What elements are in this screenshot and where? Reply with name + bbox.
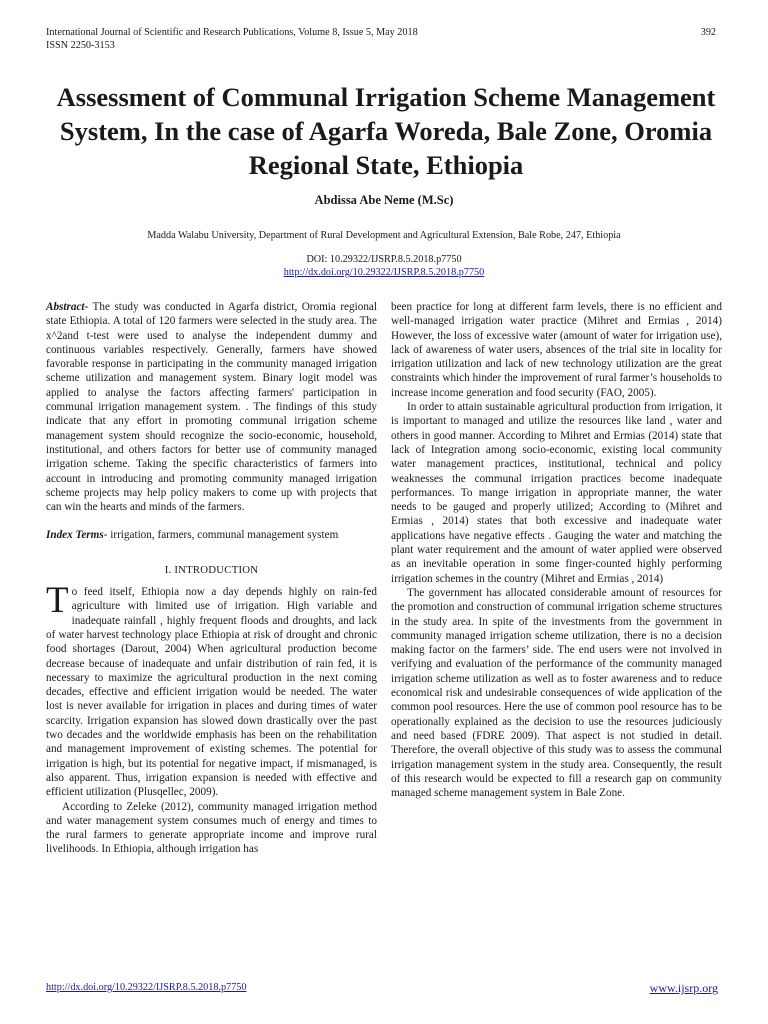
section-heading-introduction: I. INTRODUCTION (164, 563, 259, 576)
index-terms-label: Index Terms (46, 529, 104, 542)
left-column (46, 300, 377, 857)
index-terms-text: - irrigation, farmers, communal management system (103, 529, 339, 542)
right-column (391, 300, 722, 800)
intro-paragraph-1 (46, 580, 377, 799)
issn: ISSN 2250-3153 (46, 40, 115, 51)
doi-block (0, 253, 768, 279)
abstract-text: The study was conducted in Agarfa district, Oromia regional state Ethiopia. A total of 120 farmers were selected in the study area. The x^2and t-test were used to analyse the independent dummy and continuous variables respectively. Generally, farmers have showed favorable response in participating in the community managed irrigation scheme utilization and management system. Binary logit model was applied to analyse the factors affecting farmers' participation in communal irrigation management system. . The findings of this study indicate that any effort in promoting communal irrigation scheme management system should recognize the socio-economic, household, institutional, and others factors for better use of community managed irrigation scheme. Taking the specific characteristics of farmers into account in introducing and promoting community managed irrigation scheme projects may help policy makers to come up with projects that can win the hearts and minds of the farmers. (46, 301, 377, 514)
journal-citation: International Journal of Scientific and Research Publications, Volume 8, Issue 5, May 2018 (46, 27, 418, 38)
page-header (46, 26, 716, 52)
right-paragraph-1: been practice for long at different farm levels, there is no efficient and well-managed irrigation water practice (Mihret and Ermias , 2014) However, the loss of excessive water (amount of water for irrigation use), lack of awareness of water users, absences of the trial site in locality for irrigation utilization and lack of new technology utilization are the great constraints which hinder the improvement of rural farmer’s households to increase income generation and food security (FAO, 2005). (391, 301, 722, 399)
author: Abdissa Abe Neme (M.Sc) (314, 193, 454, 207)
intro-paragraph-1-text: o feed itself, Ethiopia now a day depends highly on rain-fed agriculture with limited use of irrigation. High variable and inadequate rainfall , highly frequent floods and droughts, and lack of water harvest technology place Ethiopia at risk of drought and chronic food shortages (Darout, 2004) When agricultural production become decrease because of inadequate and unfair distribution of rain fed, it is necessary to maximize the agricultural production in the next coming decades, effective and efficient irrigation would be needed. The water lost is never available for irrigation in places and during times of water scarcity. Irrigation expansion has slowed down drastically over the past two decades and the worldwide emphasis has been on the rehabilitation and management improvement of existing schemes. The potential for irrigation is high, but its potential for negative impact, if mismanaged, is also apparent. Thus, irrigation expansion is needed with effective and efficient utilization (Plusqellec, 2009). (46, 586, 377, 799)
index-terms (46, 528, 377, 542)
abstract (46, 300, 377, 514)
paper-title: Assessment of Communal Irrigation Scheme Management System, In the case of Agarfa Woreda, Bale Zone, Oromia Regional State, Ethiopia (56, 82, 716, 180)
right-paragraph-2: In order to attain sustainable agricultural production from irrigation, it is important to managed and utilize the resources like land , water and others in good manner. According to Mihret and Ermias (2014) state that lack of Integration among socio-economic, existing local community water management practices, institutional, technical and policy weaknesses the communal irrigation practices become inadequate performances. To mange irrigation in appropriate manner, the water needs to be gauged and properly utilized; According to (Mihret and Ermias , 2014) states that both excessive and inadequate water applications have negative effects . Gauging the water and matching the plant water requirement and the amount of water applied were observed as an inevitable operation in some finger-counted highly performing irrigation schemes in the country (Mihret and Ermias , 2014) (391, 401, 722, 585)
footer-doi-link[interactable]: http://dx.doi.org/10.29322/IJSRP.8.5.2018.p7750 (46, 982, 247, 993)
doi-link[interactable]: http://dx.doi.org/10.29322/IJSRP.8.5.2018.p7750 (283, 267, 485, 278)
affiliation: Madda Walabu University, Department of Rural Development and Agricultural Extension, Bale Robe, 247, Ethiopia (147, 230, 621, 241)
page-number: 392 (700, 27, 716, 38)
footer-site-link[interactable]: www.ijsrp.org (649, 981, 718, 995)
intro-paragraph-2: According to Zeleke (2012), community managed irrigation method and water management system consumes much of energy and times to the rural farmers to generate appropriate income and improve rural livelihoods. In Ethiopia, although irrigation has (46, 800, 377, 856)
right-paragraph-3: The government has allocated considerable amount of resources for the promotion and construction of communal irrigation scheme structures in the study area. In spite of the investments from the government in community managed irrigation scheme utilization, there is no a decision making factor on the farmers’ side. The end users were not involved in verifying and evaluation of the performance of the community managed irrigation scheme utilization as well as to foster awareness and to reduce economical risk and undesirable consequences of wide application of the common pool resources. Here the use of common pool resource has to be operationally explained as the decision to use the resources judiciously and need based (FDRE 2009). That aspect is not studied in detail. Therefore, the overall objective of this study was to assess the communal irrigation management system in the study area. Consequently, the result of this research would be expected to fill a research gap on community managed scheme management system in Bale Zone. (391, 586, 722, 800)
page-footer (46, 982, 718, 993)
doi-text: DOI: 10.29322/IJSRP.8.5.2018.p7750 (306, 254, 462, 265)
drop-cap: T (46, 580, 69, 622)
abstract-label: Abstract- (46, 301, 89, 313)
